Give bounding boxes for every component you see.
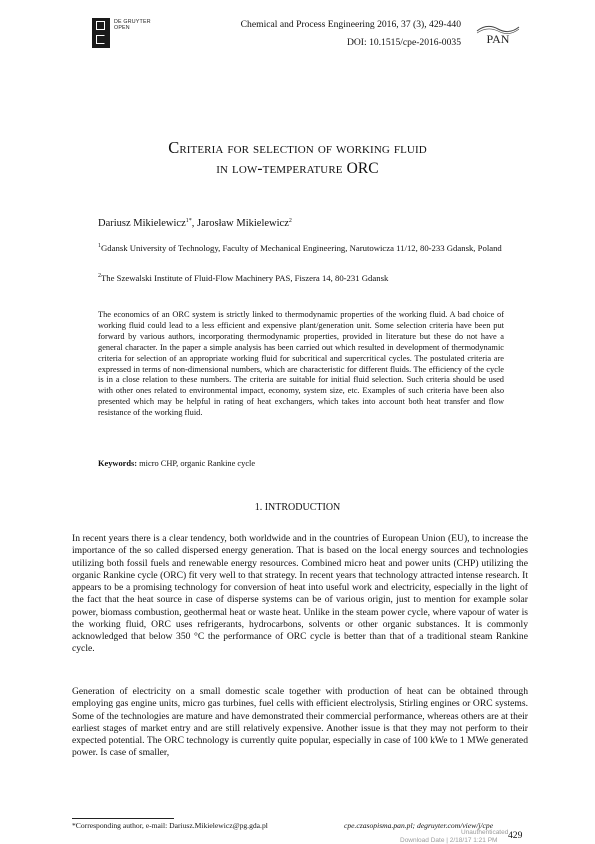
affiliation-1 [98, 242, 518, 254]
section-heading: 1. INTRODUCTION [254, 502, 341, 513]
title-line-2-pre: in low-temperature [216, 160, 343, 177]
body-paragraph: Generation of electricity on a small domestic scale together with production of heat can be obtained through employing gas engine units, micro gas turbines, fuel cells with efficient electrolysis, Stirling engines or ORC systems. Some of the technologies are mature and have demonstrated their commercial performance, whereas others are at their earliest stages of market entry and are still relatively expensive. Another issue is that they may not perform to their expected potential. The ORC technology is currently quite popular, especially in case of 100 kWe to 1 MWe generated power. Is case of smaller, [72, 686, 528, 759]
keywords-label: Keywords: [98, 459, 138, 468]
pan-logo-icon [476, 22, 520, 44]
keywords-text: micro CHP, organic Rankine cycle [137, 459, 256, 468]
title-initial: C [168, 138, 180, 157]
author-1: Dariusz Mikielewicz [98, 218, 186, 229]
title-line-1-rest: riteria for selection of working fluid [179, 140, 427, 157]
pan-logo-text: PAN [486, 32, 510, 44]
title-line-2-acronym: ORC [346, 160, 379, 177]
author-separator: , [191, 218, 198, 229]
abstract: The economics of an ORC system is strictly linked to thermodynamic properties of the working fluid. A bad choice of working fluid could lead to a less efficient and expensive plant/generation unit. Some selection criteria have been put forward by various authors, incorporating thermodynamic properties, provided in literature but these do not have a general character. In the paper a simple analysis has been carried out which resulted in development of thermodynamic criteria for selection of an appropriate working fluid for subcritical and supercritical cycles. The postulated criteria are expressed in terms of non-dimensional numbers, which are characteristic for different fluids. The efficiency of the cycle is in a close relation to these numbers. The criteria are suitable for initial fluid selection. Such criteria should be used with other ones related to environmental impact, economy, system size, etc. Examples of such criteria have been also presented which may be helpful in rating of heat exchangers, which takes into account both heat transfer and flow resistance of the working fluid. [98, 310, 504, 418]
publisher-logo-text [114, 19, 151, 31]
download-date-watermark: Download Date | 2/18/17 1:21 PM [400, 837, 498, 844]
author-1-affiliation: 1* [185, 218, 192, 224]
footnote-divider [72, 818, 174, 819]
affiliation-1-marker: 1 [98, 243, 101, 249]
body-paragraph: In recent years there is a clear tendency, both worldwide and in the countries of European Union (EU), to increase the importance of the so called dispersed energy generation. That is based on the local energy sources and technologies utilizing both fossil fuels and renewable energy resources. Combined micro heat and power units (CHP) utilizing the organic Rankine cycle (ORC) fit very well to that strategy. In recent years that technology attracted intense research. It appears to be a promising technology for conversion of heat into useful work and electricity, especially in the light of the fact that the heat source in case of disperse systems can be of various origin, just to mention for example solar power, biomass combustion, geothermal heat or waste heat. Unlike in the steam power cycle, where vapour of water is the working fluid, ORC uses refrigerants, hydrocarbons, solvents or other organic substances. It is commonly acknowledged that below 350 °C the performance of ORC cycle is better than that of a traditional steam Rankine cycle. [72, 533, 528, 655]
author-2-affiliation: 2 [288, 218, 292, 224]
doi: DOI: 10.1515/cpe-2016-0035 [346, 37, 461, 48]
title-line-2 [60, 159, 535, 179]
affiliation-2-marker: 2 [98, 273, 101, 279]
affiliation-2 [98, 272, 518, 284]
journal-citation: Chemical and Process Engineering 2016, 37 (3), 429-440 [240, 19, 461, 30]
author-2: Jarosław Mikielewicz [197, 218, 289, 229]
affiliation-1-text: Gdansk University of Technology, Faculty of Mechanical Engineering, Narutowicza 11/12, 80-233 Gdansk, Poland [101, 243, 502, 253]
keywords [98, 459, 255, 468]
title-line-1 [60, 138, 535, 159]
corresponding-author-footnote: *Corresponding author, e-mail: Dariusz.Mikielewicz@pg.gda.pl [72, 821, 268, 830]
journal-url: cpe.czasopisma.pan.pl; degruyter.com/view/j/cpe [344, 821, 494, 830]
access-watermark: Unauthenticated [461, 829, 509, 836]
de-gruyter-logo-icon [92, 18, 110, 48]
affiliation-2-text: The Szewalski Institute of Fluid-Flow Machinery PAS, Fiszera 14, 80-231 Gdansk [101, 273, 389, 283]
page-number: 429 [508, 830, 523, 841]
author-list [98, 218, 292, 229]
publisher-name: DE GRUYTER [114, 19, 151, 25]
paper-title [60, 138, 535, 179]
publisher-access: OPEN [114, 25, 130, 31]
